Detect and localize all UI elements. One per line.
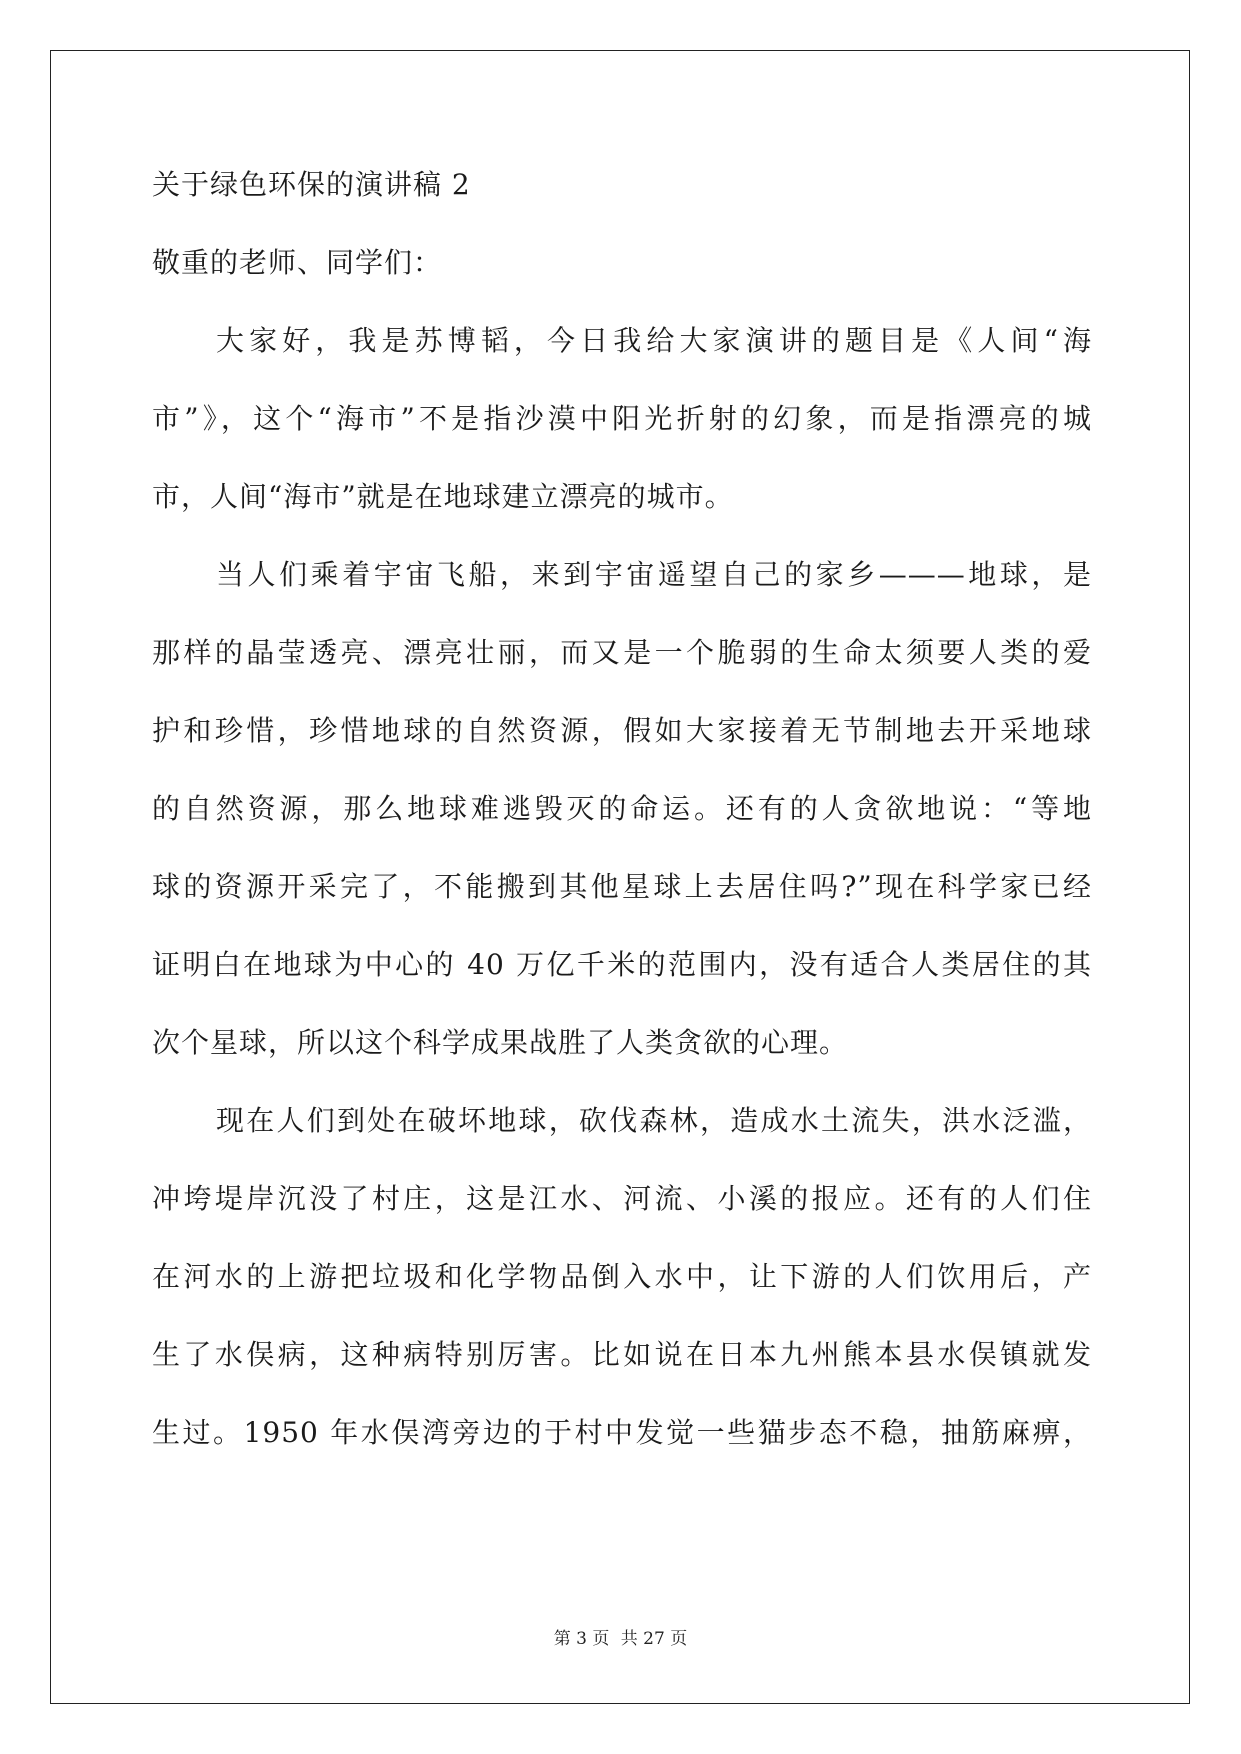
text-line: 次个星球，所以这个科学成果战胜了人类贪欲的心理。 [152,1026,849,1059]
text-line: 生了水俣病，这种病特别厉害。比如说在日本九州熊本县水俣镇就发 [152,1338,1092,1371]
text-line: 现在人们到处在破坏地球，砍伐森林，造成水土流失，洪水泛滥， [216,1104,1092,1137]
page-footer [0,1629,1241,1649]
text-line: 冲垮堤岸沉没了村庄，这是江水、河流、小溪的报应。还有的人们住 [152,1182,1092,1215]
text-line: 市，人间“海市”就是在地球建立漂亮的城市。 [152,480,734,513]
text-line: 的自然资源，那么地球难逃毁灭的命运。还有的人贪欲地说：“等地 [152,792,1092,825]
document-title: 关于绿色环保的演讲稿 2 [152,168,471,201]
page-total: 共 27 页 [620,1629,688,1649]
page-number: 第 3 页 [553,1629,610,1649]
text-line: 当人们乘着宇宙飞船，来到宇宙遥望自己的家乡———地球，是 [216,558,1092,591]
salutation: 敬重的老师、同学们： [152,246,443,279]
text-line: 球的资源开采完了，不能搬到其他星球上去居住吗?”现在科学家已经 [152,870,1092,903]
text-line: 证明白在地球为中心的 40 万亿千米的范围内，没有适合人类居住的其 [152,948,1092,981]
document-body [152,163,1092,1454]
text-line: 市”》，这个“海市”不是指沙漠中阳光折射的幻象，而是指漂亮的城 [152,402,1092,435]
text-line: 护和珍惜，珍惜地球的自然资源，假如大家接着无节制地去开采地球 [152,714,1092,747]
text-line: 那样的晶莹透亮、漂亮壮丽，而又是一个脆弱的生命太须要人类的爱 [152,636,1092,669]
text-line: 在河水的上游把垃圾和化学物品倒入水中，让下游的人们饮用后，产 [152,1260,1092,1293]
text-line: 大家好，我是苏博韬，今日我给大家演讲的题目是《人间“海 [216,324,1092,357]
text-line: 生过。1950 年水俣湾旁边的于村中发觉一些猫步态不稳，抽筋麻痹， [152,1416,1092,1449]
